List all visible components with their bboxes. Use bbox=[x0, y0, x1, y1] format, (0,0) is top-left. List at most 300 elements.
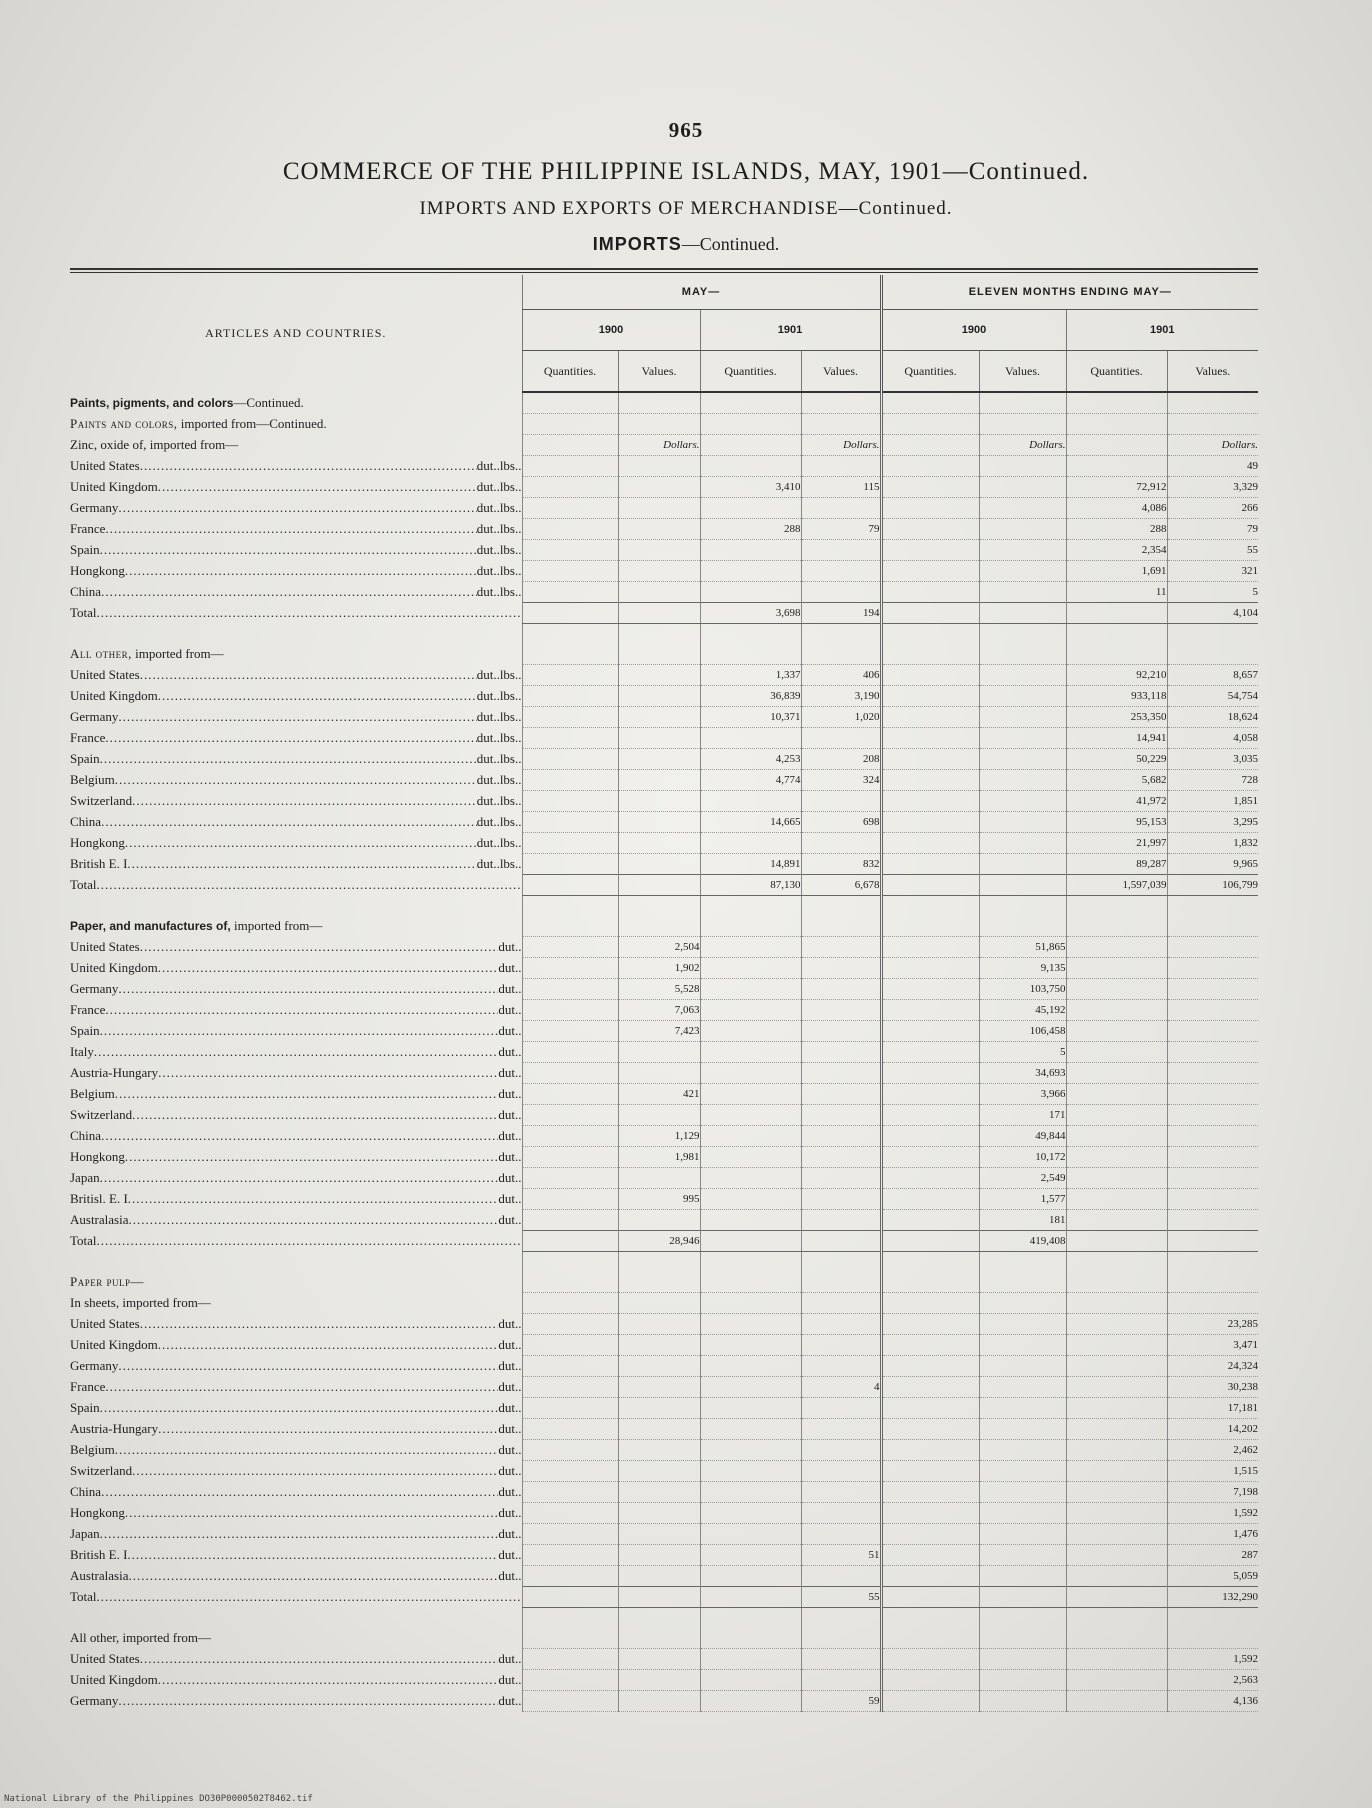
value-cell bbox=[979, 707, 1066, 728]
table-row bbox=[70, 707, 1258, 728]
value-cell bbox=[1066, 937, 1167, 958]
unit-label: dut.. bbox=[498, 981, 522, 996]
value-cell: 3,471 bbox=[1167, 1335, 1258, 1356]
value-cell bbox=[522, 791, 618, 812]
value-cell: 4,104 bbox=[1167, 603, 1258, 624]
empty-cell bbox=[1167, 916, 1258, 937]
table-row bbox=[70, 1000, 1258, 1021]
country-cell bbox=[70, 519, 522, 540]
country-name: United Kingdom bbox=[70, 688, 158, 703]
unit-label: dut..lbs.. bbox=[476, 730, 522, 745]
value-cell: 1,476 bbox=[1167, 1524, 1258, 1545]
value-cell bbox=[1167, 958, 1258, 979]
value-cell bbox=[1066, 958, 1167, 979]
value-cell bbox=[881, 1147, 979, 1168]
country-name: Spain bbox=[70, 1023, 100, 1038]
value-cell bbox=[801, 582, 881, 603]
category-label bbox=[70, 644, 522, 665]
value-cell bbox=[881, 1084, 979, 1105]
value-cell bbox=[881, 603, 979, 624]
empty-cell bbox=[700, 1272, 801, 1293]
empty-cell bbox=[1066, 414, 1167, 435]
country-name: United States bbox=[70, 667, 140, 682]
value-cell bbox=[618, 540, 700, 561]
table-row bbox=[70, 582, 1258, 603]
value-cell: 92,210 bbox=[1066, 665, 1167, 686]
category-label-text: In sheets, imported from— bbox=[70, 1295, 211, 1310]
country-name: United States bbox=[70, 1651, 140, 1666]
value-cell bbox=[618, 665, 700, 686]
value-cell: 3,035 bbox=[1167, 749, 1258, 770]
value-cell bbox=[522, 456, 618, 477]
country-cell bbox=[70, 770, 522, 791]
value-cell bbox=[1066, 1147, 1167, 1168]
empty-cell bbox=[522, 1293, 618, 1314]
value-cell: 14,665 bbox=[700, 812, 801, 833]
value-cell bbox=[881, 1482, 979, 1503]
value-cell bbox=[1167, 1084, 1258, 1105]
empty-cell bbox=[1066, 1628, 1167, 1649]
value-cell bbox=[618, 1419, 700, 1440]
value-cell bbox=[618, 1649, 700, 1670]
value-cell: 115 bbox=[801, 477, 881, 498]
value-cell: 2,354 bbox=[1066, 540, 1167, 561]
country-cell bbox=[70, 1084, 522, 1105]
value-cell bbox=[881, 1021, 979, 1042]
value-cell bbox=[1167, 1021, 1258, 1042]
value-cell bbox=[522, 1566, 618, 1587]
value-cell bbox=[522, 1503, 618, 1524]
value-cell bbox=[979, 686, 1066, 707]
value-cell bbox=[522, 833, 618, 854]
value-cell: 10,371 bbox=[700, 707, 801, 728]
value-cell bbox=[618, 1335, 700, 1356]
value-cell bbox=[522, 1147, 618, 1168]
value-cell: 10,172 bbox=[979, 1147, 1066, 1168]
empty-cell bbox=[979, 916, 1066, 937]
value-cell bbox=[618, 1356, 700, 1377]
value-cell bbox=[618, 707, 700, 728]
value-cell bbox=[700, 1670, 801, 1691]
empty-cell bbox=[979, 1608, 1066, 1629]
value-cell bbox=[881, 1231, 979, 1252]
value-cell bbox=[801, 1649, 881, 1670]
value-cell bbox=[801, 1461, 881, 1482]
table-row bbox=[70, 1314, 1258, 1335]
value-cell bbox=[618, 1398, 700, 1419]
empty-cell bbox=[881, 1608, 979, 1629]
country-cell bbox=[70, 1042, 522, 1063]
country-name: Australasia bbox=[70, 1568, 129, 1583]
country-name: China bbox=[70, 584, 102, 599]
value-cell bbox=[801, 1189, 881, 1210]
country-cell bbox=[70, 1356, 522, 1377]
value-cell bbox=[1066, 1524, 1167, 1545]
value-cell: 266 bbox=[1167, 498, 1258, 519]
country-name: Total bbox=[70, 605, 97, 620]
value-cell bbox=[618, 1482, 700, 1503]
value-cell: 995 bbox=[618, 1189, 700, 1210]
category-label-caps: All other, bbox=[70, 646, 132, 662]
empty-cell bbox=[618, 414, 700, 435]
table-row bbox=[70, 791, 1258, 812]
value-cell bbox=[1066, 1335, 1167, 1356]
category-label bbox=[70, 414, 522, 435]
value-cell bbox=[979, 1440, 1066, 1461]
value-cell bbox=[618, 1587, 700, 1608]
value-cell bbox=[522, 665, 618, 686]
value-cell bbox=[1167, 1189, 1258, 1210]
value-cell bbox=[801, 1126, 881, 1147]
unit-label: dut.. bbox=[498, 1128, 522, 1143]
value-cell bbox=[522, 1461, 618, 1482]
empty-cell bbox=[801, 624, 881, 645]
unit-label: dut.. bbox=[498, 1463, 522, 1478]
value-cell bbox=[618, 854, 700, 875]
unit-label: dut..lbs.. bbox=[476, 835, 522, 850]
table-row bbox=[70, 686, 1258, 707]
country-name: British E. I bbox=[70, 1547, 128, 1562]
value-cell: 45,192 bbox=[979, 1000, 1066, 1021]
empty-cell bbox=[1066, 1608, 1167, 1629]
empty-cell bbox=[1167, 1252, 1258, 1273]
value-cell bbox=[979, 561, 1066, 582]
value-cell: 321 bbox=[1167, 561, 1258, 582]
header-may-1900: 1900 bbox=[522, 310, 700, 351]
empty-cell bbox=[801, 1272, 881, 1293]
unit-label: dut..lbs.. bbox=[476, 709, 522, 724]
value-cell bbox=[881, 833, 979, 854]
value-cell bbox=[700, 1042, 801, 1063]
value-cell bbox=[881, 582, 979, 603]
value-cell bbox=[700, 582, 801, 603]
total-row bbox=[70, 603, 1258, 624]
value-cell bbox=[522, 1084, 618, 1105]
table-row bbox=[70, 1084, 1258, 1105]
empty-cell bbox=[1066, 1272, 1167, 1293]
country-name: Hongkong bbox=[70, 563, 125, 578]
value-cell bbox=[1066, 1105, 1167, 1126]
table-row bbox=[70, 1419, 1258, 1440]
empty-cell bbox=[881, 1272, 979, 1293]
value-cell bbox=[618, 477, 700, 498]
empty-cell bbox=[700, 644, 801, 665]
value-cell bbox=[618, 1503, 700, 1524]
value-cell bbox=[801, 937, 881, 958]
spacer-row bbox=[70, 1252, 1258, 1273]
value-cell bbox=[801, 1398, 881, 1419]
value-cell: 5,528 bbox=[618, 979, 700, 1000]
value-cell: 55 bbox=[1167, 540, 1258, 561]
value-cell bbox=[522, 1189, 618, 1210]
category-label bbox=[70, 1293, 522, 1314]
category-label bbox=[70, 1272, 522, 1293]
value-cell bbox=[801, 1147, 881, 1168]
unit-label: dut.. bbox=[498, 1568, 522, 1583]
value-cell bbox=[522, 1314, 618, 1335]
value-cell bbox=[979, 833, 1066, 854]
value-cell bbox=[1066, 1356, 1167, 1377]
value-cell bbox=[522, 1587, 618, 1608]
value-cell bbox=[700, 833, 801, 854]
value-cell: 24,324 bbox=[1167, 1356, 1258, 1377]
value-cell bbox=[801, 958, 881, 979]
value-cell bbox=[522, 958, 618, 979]
heading-row bbox=[70, 392, 1258, 414]
heading-row bbox=[70, 916, 1258, 937]
country-cell bbox=[70, 456, 522, 477]
unit-label: dut..lbs.. bbox=[476, 772, 522, 787]
country-cell bbox=[70, 686, 522, 707]
value-cell bbox=[881, 1691, 979, 1712]
value-cell bbox=[801, 498, 881, 519]
category-label-bold: Paper, and manufactures of, bbox=[70, 919, 231, 934]
value-cell: 1,981 bbox=[618, 1147, 700, 1168]
value-cell bbox=[618, 1105, 700, 1126]
empty-cell bbox=[801, 392, 881, 414]
value-cell bbox=[1066, 1545, 1167, 1566]
header-quantities: Quantities. bbox=[881, 351, 979, 393]
value-cell bbox=[881, 1042, 979, 1063]
value-cell: 21,997 bbox=[1066, 833, 1167, 854]
value-cell bbox=[618, 456, 700, 477]
country-cell bbox=[70, 1419, 522, 1440]
country-cell bbox=[70, 561, 522, 582]
country-cell bbox=[70, 1105, 522, 1126]
value-cell bbox=[522, 728, 618, 749]
value-cell: 181 bbox=[979, 1210, 1066, 1231]
value-cell bbox=[979, 1419, 1066, 1440]
value-cell bbox=[979, 749, 1066, 770]
table-row bbox=[70, 1566, 1258, 1587]
unit-label: dut.. bbox=[498, 1672, 522, 1687]
value-cell bbox=[1066, 1649, 1167, 1670]
value-cell bbox=[881, 958, 979, 979]
country-name: Total bbox=[70, 1233, 97, 1248]
country-cell bbox=[70, 1314, 522, 1335]
value-cell bbox=[881, 1524, 979, 1545]
value-cell bbox=[1167, 1168, 1258, 1189]
value-cell bbox=[700, 1210, 801, 1231]
table-row bbox=[70, 1147, 1258, 1168]
unit-label: dut..lbs.. bbox=[476, 751, 522, 766]
spacer-cell bbox=[70, 896, 522, 917]
country-cell bbox=[70, 1670, 522, 1691]
value-cell bbox=[1167, 937, 1258, 958]
value-cell bbox=[700, 1147, 801, 1168]
empty-cell bbox=[618, 1272, 700, 1293]
value-cell bbox=[881, 707, 979, 728]
country-name: Germany bbox=[70, 709, 119, 724]
value-cell: 79 bbox=[801, 519, 881, 540]
value-cell bbox=[618, 728, 700, 749]
value-cell: 1,577 bbox=[979, 1189, 1066, 1210]
value-cell: 2,549 bbox=[979, 1168, 1066, 1189]
value-cell bbox=[618, 812, 700, 833]
value-cell: 1,597,039 bbox=[1066, 875, 1167, 896]
value-cell: 132,290 bbox=[1167, 1587, 1258, 1608]
category-label bbox=[70, 916, 522, 937]
value-cell: 49,844 bbox=[979, 1126, 1066, 1147]
unit-label: dut.. bbox=[498, 1316, 522, 1331]
unit-label: dut.. bbox=[498, 1212, 522, 1227]
heading-row bbox=[70, 1272, 1258, 1293]
value-cell bbox=[522, 854, 618, 875]
unit-label: dut.. bbox=[498, 1107, 522, 1122]
value-cell bbox=[700, 1545, 801, 1566]
category-label-text: imported from—Continued. bbox=[177, 416, 327, 431]
value-cell bbox=[801, 1440, 881, 1461]
value-cell bbox=[881, 1063, 979, 1084]
country-cell bbox=[70, 854, 522, 875]
value-cell bbox=[979, 519, 1066, 540]
category-label-text: All other, imported from— bbox=[70, 1630, 212, 1646]
country-name: Germany bbox=[70, 1358, 119, 1373]
table-row bbox=[70, 1545, 1258, 1566]
value-cell: 3,966 bbox=[979, 1084, 1066, 1105]
value-cell bbox=[618, 791, 700, 812]
empty-cell bbox=[881, 896, 979, 917]
value-cell bbox=[979, 1670, 1066, 1691]
dollars-label: Dollars. bbox=[618, 435, 700, 456]
value-cell: 7,423 bbox=[618, 1021, 700, 1042]
empty-cell bbox=[618, 916, 700, 937]
country-cell bbox=[70, 833, 522, 854]
value-cell bbox=[801, 1021, 881, 1042]
country-name: Spain bbox=[70, 751, 100, 766]
empty-cell bbox=[979, 1272, 1066, 1293]
value-cell bbox=[522, 1042, 618, 1063]
value-cell bbox=[1066, 1021, 1167, 1042]
heading-row bbox=[70, 1628, 1258, 1649]
value-cell: 5,059 bbox=[1167, 1566, 1258, 1587]
value-cell bbox=[801, 1335, 881, 1356]
country-cell bbox=[70, 1398, 522, 1419]
unit-label: dut.. bbox=[498, 1149, 522, 1164]
value-cell bbox=[979, 603, 1066, 624]
value-cell bbox=[1066, 1210, 1167, 1231]
value-cell bbox=[700, 958, 801, 979]
country-cell bbox=[70, 728, 522, 749]
value-cell bbox=[881, 749, 979, 770]
value-cell bbox=[522, 1691, 618, 1712]
empty-cell bbox=[700, 1608, 801, 1629]
value-cell bbox=[618, 498, 700, 519]
value-cell bbox=[1066, 1670, 1167, 1691]
value-cell: 5,682 bbox=[1066, 770, 1167, 791]
unit-label: dut.. bbox=[498, 960, 522, 975]
value-cell bbox=[522, 1063, 618, 1084]
value-cell: 9,965 bbox=[1167, 854, 1258, 875]
value-cell bbox=[881, 477, 979, 498]
table-row bbox=[70, 1440, 1258, 1461]
value-cell bbox=[1066, 979, 1167, 1000]
table-row bbox=[70, 770, 1258, 791]
value-cell bbox=[1066, 1440, 1167, 1461]
unit-label: dut.. bbox=[498, 1505, 522, 1520]
document-subtitle: IMPORTS AND EXPORTS OF MERCHANDISE—Continued. bbox=[419, 198, 953, 219]
country-name: Japan bbox=[70, 1170, 100, 1185]
value-cell bbox=[522, 937, 618, 958]
value-cell: 208 bbox=[801, 749, 881, 770]
country-cell bbox=[70, 1545, 522, 1566]
table-row bbox=[70, 812, 1258, 833]
dollars-label: Dollars. bbox=[1167, 435, 1258, 456]
unit-label: dut.. bbox=[498, 1002, 522, 1017]
value-cell: 2,462 bbox=[1167, 1440, 1258, 1461]
value-cell bbox=[979, 1649, 1066, 1670]
value-cell bbox=[618, 833, 700, 854]
empty-cell bbox=[522, 1252, 618, 1273]
country-cell bbox=[70, 958, 522, 979]
empty-cell bbox=[618, 624, 700, 645]
value-cell bbox=[700, 1566, 801, 1587]
value-cell: 14,941 bbox=[1066, 728, 1167, 749]
table-row bbox=[70, 749, 1258, 770]
category-label bbox=[70, 1628, 522, 1649]
header-values: Values. bbox=[979, 351, 1066, 393]
value-cell: 5 bbox=[1167, 582, 1258, 603]
value-cell bbox=[881, 1210, 979, 1231]
table-body bbox=[70, 392, 1258, 1712]
value-cell bbox=[1066, 1168, 1167, 1189]
empty-cell bbox=[979, 1252, 1066, 1273]
value-cell bbox=[522, 498, 618, 519]
value-cell bbox=[700, 1063, 801, 1084]
value-cell bbox=[700, 1419, 801, 1440]
value-cell bbox=[700, 1691, 801, 1712]
country-cell bbox=[70, 1189, 522, 1210]
value-cell bbox=[700, 1649, 801, 1670]
value-cell bbox=[618, 1440, 700, 1461]
unit-label: dut.. bbox=[498, 1044, 522, 1059]
value-cell bbox=[979, 875, 1066, 896]
value-cell bbox=[979, 1314, 1066, 1335]
value-cell bbox=[522, 603, 618, 624]
empty-cell bbox=[801, 916, 881, 937]
empty-cell bbox=[979, 1628, 1066, 1649]
value-cell bbox=[700, 1461, 801, 1482]
value-cell bbox=[1167, 1105, 1258, 1126]
value-cell bbox=[522, 1168, 618, 1189]
category-label bbox=[70, 392, 522, 414]
value-cell bbox=[801, 1314, 881, 1335]
value-cell: 6,678 bbox=[801, 875, 881, 896]
value-cell bbox=[881, 1440, 979, 1461]
value-cell bbox=[1066, 1000, 1167, 1021]
empty-cell bbox=[801, 1293, 881, 1314]
table-row bbox=[70, 1524, 1258, 1545]
table-row bbox=[70, 1042, 1258, 1063]
table-row bbox=[70, 1189, 1258, 1210]
value-cell bbox=[700, 1398, 801, 1419]
value-cell bbox=[1066, 1084, 1167, 1105]
value-cell bbox=[881, 937, 979, 958]
value-cell: 9,135 bbox=[979, 958, 1066, 979]
category-label bbox=[70, 435, 522, 456]
value-cell: 17,181 bbox=[1167, 1398, 1258, 1419]
country-name: Total bbox=[70, 877, 97, 892]
country-name: Hongkong bbox=[70, 1149, 125, 1164]
value-cell bbox=[801, 728, 881, 749]
table-row bbox=[70, 1691, 1258, 1712]
empty-cell bbox=[618, 1628, 700, 1649]
value-cell bbox=[881, 456, 979, 477]
value-cell: 4,136 bbox=[1167, 1691, 1258, 1712]
unit-label: dut..lbs.. bbox=[476, 793, 522, 808]
value-cell bbox=[881, 665, 979, 686]
value-cell bbox=[522, 1649, 618, 1670]
